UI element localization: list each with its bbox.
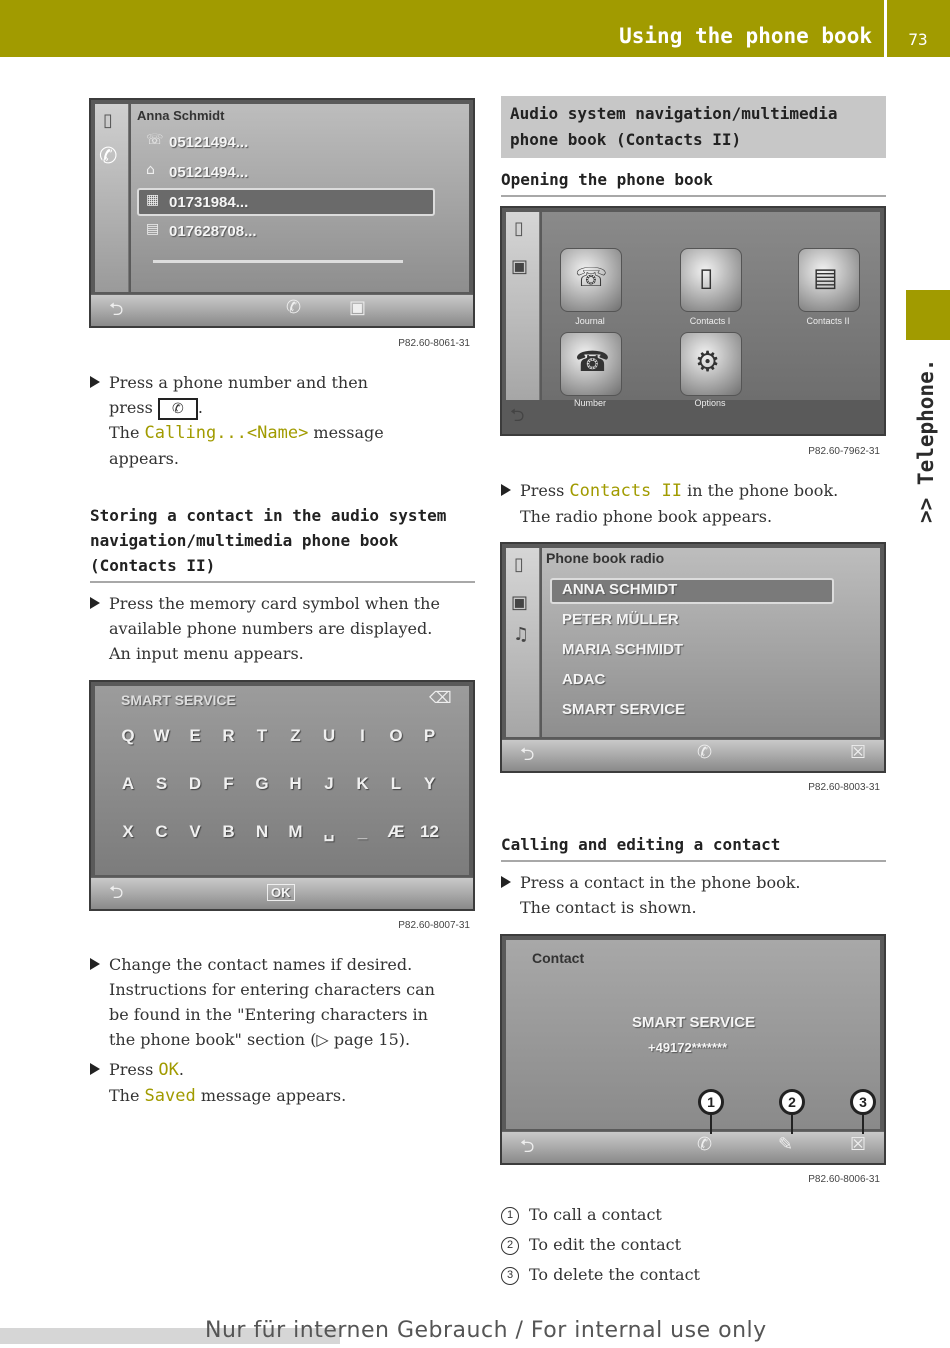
- contacts-i-icon: ▯: [699, 263, 714, 293]
- screen-bottom-bar: [91, 294, 473, 326]
- contact-name: SMART SERVICE: [632, 1014, 756, 1031]
- radio-icon: ▣: [511, 592, 529, 613]
- footer-notice: Nur für internen Gebrauch / For internal use only: [205, 1318, 767, 1343]
- key-2-5[interactable]: M: [288, 822, 303, 841]
- delete-icon[interactable]: ☒: [850, 1134, 867, 1155]
- page-number: 73: [908, 30, 928, 49]
- bullet-icon: [90, 1063, 100, 1075]
- figure-ref: P82.60-8003-31: [808, 782, 880, 793]
- bullet-icon: [501, 484, 511, 496]
- journal-label: Journal: [575, 316, 605, 326]
- delete-icon[interactable]: ⌫: [429, 688, 452, 707]
- step-change-names: Change the contact names if desired. Instructions for entering characters can be found in the "Entering characters in the phone book" section (▷ page 15).: [90, 952, 482, 1052]
- heading-storing-contact: Storing a contact in the audio system navigation/multimedia phone book (Contacts II): [90, 503, 475, 583]
- input-field[interactable]: SMART SERVICE: [121, 692, 236, 708]
- number-item-4[interactable]: 017628708...: [169, 223, 257, 240]
- phone-button-icon: ✆: [158, 398, 198, 420]
- phone-device-icon: ▯: [514, 218, 524, 239]
- music-icon: ♫: [513, 624, 530, 645]
- bullet-icon: [90, 958, 100, 970]
- step-press-memory-card: Press the memory card symbol when the available phone numbers are displayed. An input menu appears.: [90, 591, 480, 666]
- key-0-3[interactable]: R: [222, 726, 235, 745]
- screen-keyboard: [89, 680, 475, 911]
- call-icon[interactable]: ✆: [697, 742, 713, 763]
- key-1-9[interactable]: Y: [423, 774, 436, 793]
- dial-icon: ☎: [575, 345, 610, 378]
- back-icon[interactable]: ⮌: [520, 1136, 535, 1157]
- screen-contact-numbers: [89, 98, 475, 328]
- step-press-contacts-ii: Press Contacts II in the phone book. The radio phone book appears.: [501, 478, 896, 529]
- key-2-7[interactable]: _: [357, 822, 368, 841]
- key-1-0[interactable]: A: [121, 774, 135, 793]
- ok-label: OK: [158, 1060, 179, 1080]
- contacts-i-label: Contacts I: [689, 316, 731, 326]
- back-icon[interactable]: ⮌: [510, 405, 525, 426]
- contact-number: +49172*******: [648, 1040, 728, 1055]
- delete-icon[interactable]: ☒: [850, 742, 867, 763]
- fax-icon: ▤: [146, 221, 160, 237]
- key-2-2[interactable]: V: [189, 822, 201, 841]
- call-icon[interactable]: ✆: [697, 1134, 713, 1155]
- contacts-ii-label: Contacts II: [806, 316, 850, 326]
- legend-item-2: 2 To edit the contact: [501, 1230, 891, 1260]
- bullet-icon: [90, 376, 100, 388]
- legend-number: 3: [501, 1267, 519, 1285]
- heading-calling-editing: Calling and editing a contact: [501, 832, 886, 862]
- home-icon: ⌂: [146, 162, 155, 178]
- key-0-4[interactable]: T: [256, 726, 268, 745]
- contacts-ii-button[interactable]: [798, 248, 860, 312]
- key-1-7[interactable]: K: [356, 774, 369, 793]
- number-item-3[interactable]: 01731984...: [169, 194, 249, 211]
- key-1-4[interactable]: G: [255, 774, 269, 793]
- callout-3: 3: [850, 1089, 876, 1115]
- radio-icon: ▣: [511, 256, 529, 277]
- bullet-icon: [501, 876, 511, 888]
- key-2-1[interactable]: C: [155, 822, 168, 841]
- step-press-contact: Press a contact in the phone book. The contact is shown.: [501, 870, 896, 920]
- figure-ref: P82.60-8007-31: [398, 920, 470, 931]
- key-1-6[interactable]: J: [324, 774, 334, 793]
- screen-bottom-bar: [502, 1131, 884, 1163]
- step-press-number: Press a phone number and then press ✆ . The Calling...<Name> message appears.: [90, 370, 480, 471]
- key-1-2[interactable]: D: [188, 774, 202, 793]
- callout-1: 1: [698, 1089, 724, 1115]
- key-1-1[interactable]: S: [155, 774, 168, 793]
- key-2-3[interactable]: B: [222, 822, 235, 841]
- number-label: Number: [573, 398, 606, 408]
- back-icon[interactable]: ⮌: [109, 299, 124, 320]
- key-0-0[interactable]: Q: [121, 726, 135, 745]
- callout-line: [710, 1114, 712, 1134]
- office-icon: ▦: [146, 192, 160, 208]
- callout-line: [862, 1114, 864, 1134]
- legend-item-3: 3 To delete the contact: [501, 1260, 891, 1290]
- contact-entry-1[interactable]: ANNA SCHMIDT: [562, 581, 678, 598]
- contact-entry-2[interactable]: PETER MÜLLER: [562, 611, 679, 628]
- options-button[interactable]: [680, 332, 742, 396]
- key-0-1[interactable]: W: [153, 726, 170, 745]
- contacts-ii-label: Contacts II: [569, 481, 682, 501]
- key-2-0[interactable]: X: [122, 822, 134, 841]
- phone-device-icon: ▯: [103, 110, 113, 131]
- key-2-4[interactable]: N: [255, 822, 269, 841]
- header-divider: [884, 0, 887, 57]
- contacts-i-button[interactable]: [680, 248, 742, 312]
- figure-ref: P82.60-8006-31: [808, 1174, 880, 1185]
- chapter-tab[interactable]: [906, 345, 950, 525]
- scrollbar[interactable]: [153, 260, 403, 263]
- contact-entry-3[interactable]: MARIA SCHMIDT: [562, 641, 684, 658]
- step-press-ok: Press OK. The Saved message appears.: [90, 1057, 480, 1109]
- number-item-1[interactable]: 05121494...: [169, 134, 249, 151]
- callout-2: 2: [779, 1089, 805, 1115]
- key-0-2[interactable]: E: [189, 726, 201, 745]
- contacts-ii-icon: ▤: [813, 263, 838, 293]
- back-icon[interactable]: ⮌: [109, 882, 124, 903]
- saved-message: Saved: [144, 1086, 196, 1106]
- page-title: Using the phone book: [619, 24, 872, 48]
- key-2-8[interactable]: Æ: [387, 822, 405, 841]
- options-label: Options: [694, 398, 726, 408]
- key-2-6[interactable]: ␣: [323, 822, 335, 841]
- phone-book-title: Phone book radio: [546, 550, 665, 566]
- key-0-5[interactable]: Z: [290, 726, 301, 745]
- ok-button[interactable]: OK: [267, 884, 295, 901]
- legend-number: 2: [501, 1237, 519, 1255]
- journal-button[interactable]: [560, 248, 622, 312]
- key-0-9[interactable]: P: [423, 726, 436, 745]
- legend-number: 1: [501, 1207, 519, 1225]
- key-1-3[interactable]: F: [223, 774, 234, 793]
- edit-icon[interactable]: ✎: [778, 1134, 794, 1155]
- calling-message: Calling...<Name>: [144, 423, 309, 443]
- figure-ref: P82.60-7962-31: [808, 446, 880, 457]
- chapter-tab-label: >> Telephone.: [914, 358, 938, 523]
- gear-icon: ⚙: [695, 345, 721, 378]
- screen-phone-menu: [500, 206, 886, 436]
- screen-phone-book-radio: [500, 542, 886, 773]
- legend-item-1: 1 To call a contact: [501, 1200, 891, 1230]
- callout-line: [791, 1114, 793, 1134]
- figure-ref: P82.60-8061-31: [398, 338, 470, 349]
- screen-bottom-bar: [502, 739, 884, 771]
- key-0-6[interactable]: U: [322, 726, 336, 745]
- key-1-5[interactable]: H: [289, 774, 302, 793]
- call-icon[interactable]: ✆: [286, 297, 302, 318]
- phone-device-icon: ▯: [514, 554, 524, 575]
- mobile-phone-icon: ☏: [146, 132, 164, 148]
- legend: [501, 1200, 891, 1290]
- contact-entry-4[interactable]: ADAC: [562, 671, 606, 688]
- key-1-8[interactable]: L: [390, 774, 402, 793]
- contact-entry-5[interactable]: SMART SERVICE: [562, 701, 686, 718]
- chapter-tab-marker: [906, 290, 950, 340]
- key-2-9[interactable]: 12: [420, 822, 439, 841]
- contact-name: Anna Schmidt: [137, 108, 225, 123]
- key-0-8[interactable]: O: [389, 726, 403, 745]
- number-item-2[interactable]: 05121494...: [169, 164, 249, 181]
- bullet-icon: [90, 597, 100, 609]
- screen-contact-detail: [500, 934, 886, 1165]
- journal-icon: ☏: [575, 263, 608, 293]
- contact-title: Contact: [532, 950, 585, 966]
- call-handset-icon: ✆: [99, 144, 118, 169]
- screen-bottom-bar: [91, 877, 473, 909]
- section-heading-contacts-ii: Audio system navigation/multimedia phone book (Contacts II): [501, 96, 886, 158]
- back-icon[interactable]: ⮌: [520, 744, 535, 765]
- number-button[interactable]: [560, 332, 622, 396]
- key-0-7[interactable]: I: [360, 726, 365, 745]
- heading-opening-phone-book: Opening the phone book: [501, 167, 886, 197]
- memory-card-icon[interactable]: ▣: [349, 297, 367, 318]
